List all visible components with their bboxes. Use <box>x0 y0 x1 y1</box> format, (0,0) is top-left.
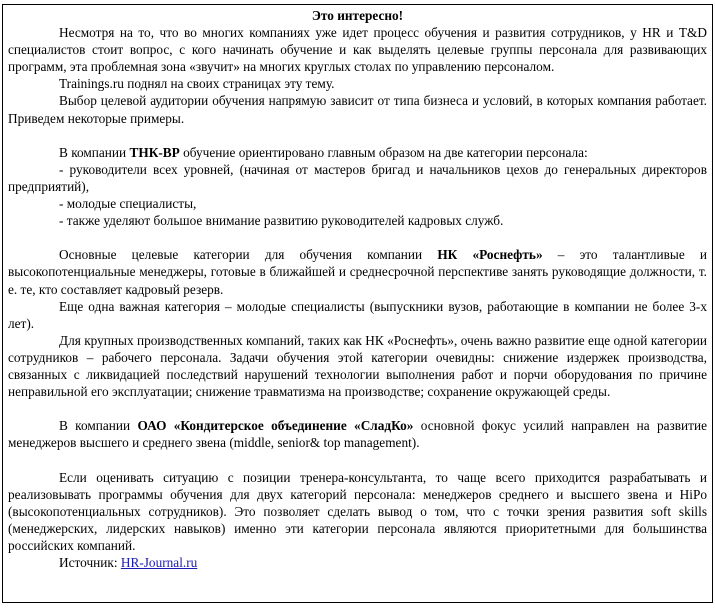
sladko-before: В компании <box>59 418 138 434</box>
tnk-list-item: - руководители всех уровней, (начиная от мастеров бригад и начальников цехов до генеральных директоров предприятий), <box>8 161 707 194</box>
tnk-company: ТНК-ВР <box>129 144 180 160</box>
intro-paragraph: Несмотря на то, что во многих компаниях уже идет процесс обучения и развития сотрудников, у HR и T&D специалистов стоит вопрос, с кого начинать обучение и как выделять целевые группы персонала для развивающих программ, эта проблемная зона «звучит» на многих круглых столах по управлению персоналом. <box>8 25 707 75</box>
spacer <box>8 400 707 417</box>
sladko-paragraph <box>8 417 707 451</box>
trainings-paragraph: Trainings.ru поднял на своих страницах эту тему. <box>59 76 335 92</box>
tnk-before: В компании <box>59 144 130 160</box>
rosneft-company: НК «Роснефть» <box>437 247 543 263</box>
rosneft-workers-paragraph: Для крупных производственных компаний, таких как НК «Роснефть», очень важно развитие еще одной категории сотрудников – рабочего персонала. Задачи обучения этой категории очевидны: снижение издержек производства, связанных с ликвидацией последствий нарушений технологии выполнения работ и порчи оборудования по причине неправильной его эксплуатации; снижение травматизма на производстве; сохранение окружающей среды. <box>8 332 707 400</box>
rosneft-before: Основные целевые категории для обучения компании <box>59 247 438 263</box>
sladko-after: основной фокус усилий направлен на развитие менеджеров высшего и среднего звена (middle, senior& top management). <box>8 418 707 451</box>
tnk-paragraph <box>8 144 707 161</box>
rosneft-young-paragraph: Еще одна важная категория – молодые специалисты (выпускники вузов, работающие в компании не более 3-х лет). <box>8 298 707 331</box>
source-label: Источник: <box>59 555 121 570</box>
sladko-company: ОАО «Кондитерское объединение «СладКо» <box>137 418 414 434</box>
conclusion-paragraph: Если оценивать ситуацию с позиции тренера-консультанта, то чаще всего приходится разрабатывать и реализовывать программы обучения для двух категорий персонала: менеджеров среднего и высшего звена и HiPo (высокопотенциальных сотрудников). Это позволяет сделать вывод о том, что с точки зрения развития soft skills (менеджерских, лидерских навыков) именно эти категории персонала являются приоритетными для большинства российских компаний. <box>8 469 707 553</box>
article-title: Это интересно! <box>311 8 404 23</box>
rosneft-after: – это талантливые и высокопотенциальные менеджеры, готовые в ближайшей и среднесрочной перспективе занять руководящие должности, т. е. те, кто составляет кадровый резерв. <box>8 247 707 297</box>
article-box <box>2 4 713 603</box>
tnk-list-item: - также уделяют большое внимание развитию руководителей кадровых служб. <box>59 213 504 229</box>
spacer <box>8 229 707 246</box>
rosneft-paragraph <box>8 246 707 297</box>
source-line <box>8 554 707 571</box>
tnk-list-item: - молодые специалисты, <box>59 196 197 212</box>
spacer <box>8 451 707 468</box>
spacer <box>8 127 707 144</box>
tnk-after: обучение ориентировано главным образом на две категории персонала: <box>179 144 588 160</box>
source-link[interactable]: HR-Journal.ru <box>120 555 198 570</box>
examples-paragraph: Выбор целевой аудитории обучения напрямую зависит от типа бизнеса и условий, в которых компания работает. Приведем некоторые примеры. <box>8 93 707 126</box>
